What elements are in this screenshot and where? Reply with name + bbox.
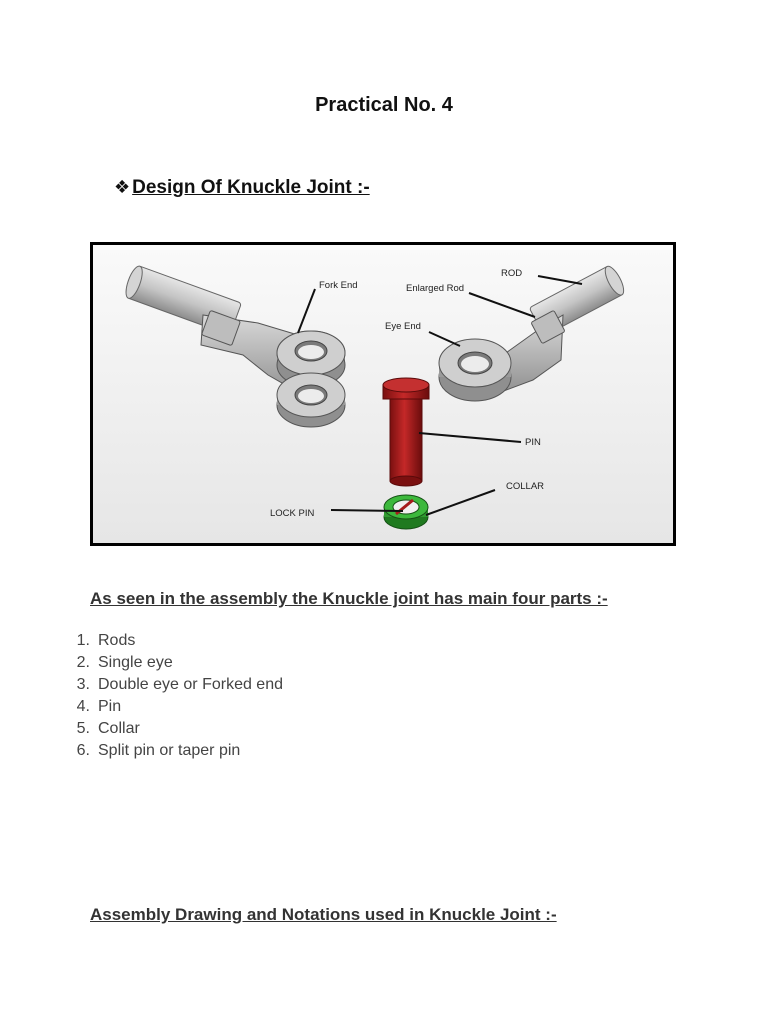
list-item-number: 5. <box>76 720 90 737</box>
page-title: Practical No. 4 <box>315 94 453 116</box>
diamond-bullet-icon: ❖ <box>114 177 131 197</box>
label-enlarged-rod: Enlarged Rod <box>406 283 465 294</box>
label-collar: COLLAR <box>506 481 545 492</box>
parts-list <box>60 630 283 762</box>
list-item-text: Collar <box>98 720 140 737</box>
list-item <box>60 674 283 696</box>
list-item-number: 3. <box>76 676 90 693</box>
section-heading-text: Design Of Knuckle Joint :- <box>132 177 370 198</box>
list-item-text: Double eye or Forked end <box>98 676 283 693</box>
list-item-text: Split pin or taper pin <box>98 742 241 759</box>
list-item-number: 1. <box>76 632 90 649</box>
list-item-text: Single eye <box>98 654 173 671</box>
knuckle-joint-figure <box>90 242 676 546</box>
list-item <box>60 718 283 740</box>
list-item <box>60 630 283 652</box>
label-eye-end: Eye End <box>385 321 421 332</box>
label-pin: PIN <box>525 437 541 448</box>
pin-part <box>383 378 429 486</box>
list-item <box>60 696 283 718</box>
list-item <box>60 740 283 762</box>
knuckle-joint-illustration <box>93 245 673 543</box>
label-rod: ROD <box>501 268 523 279</box>
list-item-number: 2. <box>76 654 90 671</box>
list-item-text: Pin <box>98 698 122 715</box>
label-fork-end: Fork End <box>319 280 358 291</box>
section-heading <box>114 177 370 199</box>
collar-part <box>384 495 428 529</box>
list-item <box>60 652 283 674</box>
parts-heading: As seen in the assembly the Knuckle joint has main four parts :- <box>90 589 608 608</box>
assembly-heading: Assembly Drawing and Notations used in Knuckle Joint :- <box>90 905 557 924</box>
list-item-number: 6. <box>76 742 90 759</box>
list-item-text: Rods <box>98 632 136 649</box>
label-lock-pin: LOCK PIN <box>270 508 315 519</box>
list-item-number: 4. <box>76 698 90 715</box>
